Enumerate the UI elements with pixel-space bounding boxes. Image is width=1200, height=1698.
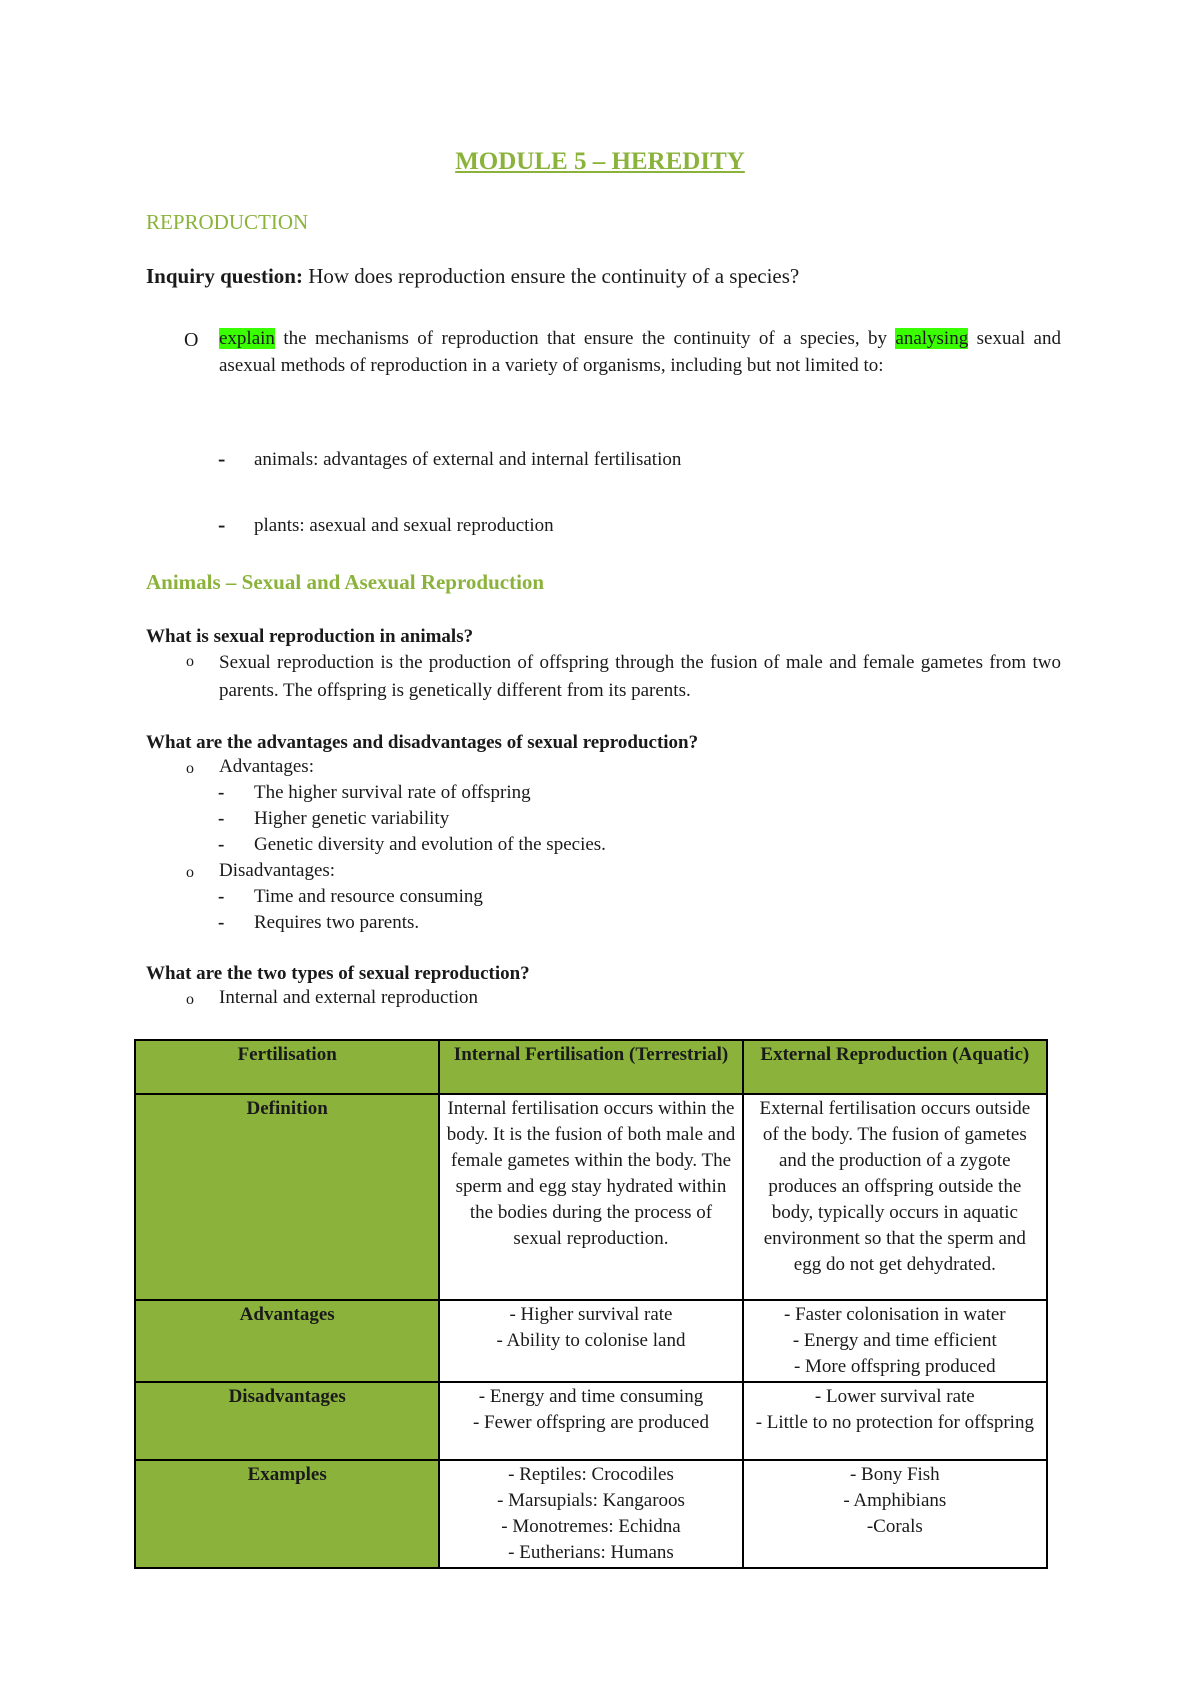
external-cell xyxy=(743,1460,1047,1568)
bullet-o-icon: o xyxy=(186,653,194,670)
cell-line: - Ability to colonise land xyxy=(496,1330,686,1351)
external-cell: External fertilisation occurs outside of the body. The fusion of gametes and the production of a zygote produces an offspring outside the body, typically occurs in aquatic environment so that the sperm and egg do not get dehydrated. xyxy=(743,1094,1047,1300)
dash-bullet-icon: - xyxy=(218,446,226,471)
cell-line: - Fewer offspring are produced xyxy=(472,1412,709,1433)
dash-bullet-icon: - xyxy=(218,912,225,933)
external-cell xyxy=(743,1300,1047,1382)
dash-bullet-icon: - xyxy=(218,834,225,855)
cell-line: - Energy and time consuming xyxy=(478,1386,704,1407)
answer-1: Sexual reproduction is the production of offspring through the fusion of male and female gametes from two parents. The offspring is genetically different from its parents. xyxy=(219,652,1061,701)
hollow-bullet-icon: O xyxy=(184,329,199,351)
subpoint-animals: animals: advantages of external and internal fertilisation xyxy=(254,449,682,470)
table-header-row xyxy=(135,1040,1047,1094)
highlight-explain: explain xyxy=(219,328,275,349)
syllabus-outcome xyxy=(219,325,1061,379)
internal-cell xyxy=(439,1460,742,1568)
disadvantages-label: Disadvantages: xyxy=(219,860,336,881)
cell-line: - Energy and time efficient xyxy=(792,1330,997,1351)
internal-cell xyxy=(439,1300,742,1382)
dash-bullet-icon: - xyxy=(218,808,225,829)
internal-cell: Internal fertilisation occurs within the body. It is the fusion of both male and female gametes within the body. The sperm and egg stay hydrated within the bodies during the process of sexual reproduction. xyxy=(439,1094,742,1300)
row-label: Examples xyxy=(135,1460,439,1568)
table-row xyxy=(135,1382,1047,1460)
header-cell: Fertilisation xyxy=(135,1040,439,1094)
dash-bullet-icon: - xyxy=(218,782,225,803)
cell-line: - Higher survival rate xyxy=(509,1304,673,1325)
cell-line: -Corals xyxy=(866,1516,923,1537)
inquiry-text: How does reproduction ensure the continuity of a species? xyxy=(302,264,800,288)
advantage-item: The higher survival rate of offspring xyxy=(254,782,531,803)
page-title: MODULE 5 – HEREDITY xyxy=(455,148,745,175)
header-cell: Internal Fertilisation (Terrestrial) xyxy=(439,1040,742,1094)
advantages-label: Advantages: xyxy=(219,756,314,777)
cell-line: - Monotremes: Echidna xyxy=(501,1516,681,1537)
animals-heading: Animals – Sexual and Asexual Reproduction xyxy=(146,570,545,594)
external-cell xyxy=(743,1382,1047,1460)
cell-line: - Marsupials: Kangaroos xyxy=(497,1490,685,1511)
row-label: Definition xyxy=(135,1094,439,1300)
cell-line: - Eutherians: Humans xyxy=(508,1542,674,1563)
cell-line: - More offspring produced xyxy=(793,1356,996,1377)
bullet-o-icon: o xyxy=(186,991,194,1008)
inquiry-label: Inquiry question: xyxy=(146,264,303,288)
header-cell: External Reproduction (Aquatic) xyxy=(743,1040,1047,1094)
section-heading: REPRODUCTION xyxy=(146,210,309,234)
advantage-item: Genetic diversity and evolution of the species. xyxy=(254,834,606,855)
internal-cell xyxy=(439,1382,742,1460)
question-3: What are the two types of sexual reproduction? xyxy=(146,963,530,984)
dash-bullet-icon: - xyxy=(218,512,226,537)
bullet-o-icon: o xyxy=(186,760,194,777)
cell-line: - Faster colonisation in water xyxy=(784,1304,1006,1325)
row-label: Advantages xyxy=(135,1300,439,1382)
highlight-analysing: analysing xyxy=(895,328,969,349)
row-label: Disadvantages xyxy=(135,1382,439,1460)
outcome-text-2: sexual and asexual methods of reproduction in a variety of organisms, including but not limited to: xyxy=(219,328,1061,376)
answer-3: Internal and external reproduction xyxy=(219,987,479,1008)
question-2: What are the advantages and disadvantages of sexual reproduction? xyxy=(146,732,699,753)
cell-line: - Reptiles: Crocodiles xyxy=(508,1464,674,1485)
fertilisation-table xyxy=(134,1039,1048,1569)
disadvantage-item: Requires two parents. xyxy=(254,912,420,933)
table-row xyxy=(135,1460,1047,1568)
table-row xyxy=(135,1094,1047,1300)
dash-bullet-icon: - xyxy=(218,886,225,907)
table-row xyxy=(135,1300,1047,1382)
inquiry-question xyxy=(146,264,799,289)
outcome-text-1: the mechanisms of reproduction that ensure the continuity of a species, by xyxy=(274,328,896,349)
subpoint-plants: plants: asexual and sexual reproduction xyxy=(254,515,554,536)
bullet-o-icon: o xyxy=(186,864,194,881)
cell-line: - Bony Fish xyxy=(849,1464,940,1485)
cell-line: - Lower survival rate xyxy=(814,1386,975,1407)
cell-line: - Little to no protection for offspring xyxy=(755,1412,1034,1433)
question-1: What is sexual reproduction in animals? xyxy=(146,626,474,647)
cell-line: - Amphibians xyxy=(843,1490,947,1511)
disadvantage-item: Time and resource consuming xyxy=(254,886,483,907)
advantage-item: Higher genetic variability xyxy=(254,808,450,829)
